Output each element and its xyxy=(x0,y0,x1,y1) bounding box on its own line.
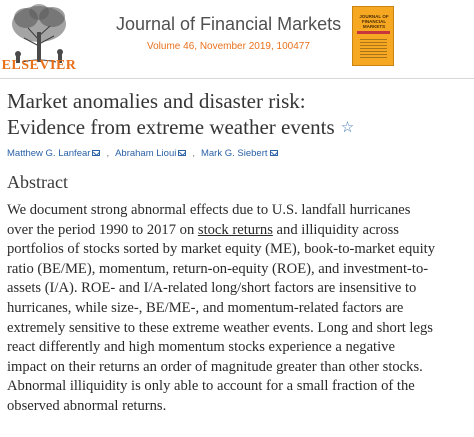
abstract-text-run: over the period 1990 to 2017 on xyxy=(7,221,198,238)
cover-title: JOURNAL OF FINANCIAL MARKETS xyxy=(359,14,389,29)
abstract-line xyxy=(7,319,467,339)
journal-volume-link[interactable]: Volume 46, November 2019, 100477 xyxy=(147,41,310,52)
author-separator: , xyxy=(192,148,195,159)
abstract-text-run: and illiquidity across xyxy=(272,221,399,238)
abstract-line xyxy=(7,377,467,397)
title-line: Market anomalies and disaster risk: xyxy=(7,89,306,113)
abstract-text-run: assets (I/A). ROE- and I/A-related long/short factors are insensitive to xyxy=(7,280,417,297)
title-line-text: Evidence from extreme weather events xyxy=(7,115,335,139)
author-name: Mark G. Siebert xyxy=(200,148,268,159)
abstract-text-run: observed abnormal returns. xyxy=(7,397,167,414)
abstract-text xyxy=(7,201,467,417)
journal-title-link[interactable]: Journal of Financial Markets xyxy=(116,14,342,34)
abstract-text-run: portfolios of stocks sorted by market equity (ME), book-to-market equity xyxy=(7,241,435,258)
header-divider xyxy=(0,78,474,79)
abstract-text-run: hurricanes, while size-, BE/ME-, and momentum-related factors are xyxy=(7,299,404,316)
abstract-text-run: We document strong abnormal effects due to U.S. landfall hurricanes xyxy=(7,202,411,218)
abstract-heading: Abstract xyxy=(7,172,68,192)
journal-cover-thumbnail[interactable] xyxy=(352,6,394,66)
abstract-line xyxy=(7,338,467,358)
stock-returns-link[interactable]: stock returns xyxy=(197,221,273,238)
author-link[interactable] xyxy=(115,148,186,159)
author-separator: , xyxy=(106,148,110,159)
article-title xyxy=(7,88,354,143)
abstract-line xyxy=(7,221,467,241)
abstract-line xyxy=(7,279,467,299)
envelope-icon[interactable] xyxy=(178,150,186,156)
abstract-line xyxy=(7,299,467,319)
abstract-text-run: Abnormal illiquidity is only able to account for a small fraction of the xyxy=(7,378,415,395)
envelope-icon[interactable] xyxy=(270,150,278,156)
cover-band xyxy=(357,31,390,34)
title-line xyxy=(7,114,354,143)
author-link[interactable] xyxy=(201,148,278,159)
star-icon[interactable]: ☆ xyxy=(340,120,355,136)
abstract-text-run: ratio (BE/ME), momentum, return-on-equity (ROE), and investment-to- xyxy=(7,260,429,277)
envelope-icon[interactable] xyxy=(92,150,100,156)
publisher-name: ELSEVIER xyxy=(1,58,77,73)
abstract-text-run: impact on their returns an order of magnitude greater than other stocks. xyxy=(7,358,423,375)
abstract-text-run: extremely sensitive to these extreme weather events. Long and short legs xyxy=(7,319,433,336)
cover-text-lines xyxy=(360,39,387,59)
abstract-line xyxy=(7,397,467,417)
abstract-line xyxy=(7,260,467,280)
author-name: Abraham Lioui xyxy=(115,148,177,159)
abstract-line xyxy=(7,201,467,221)
abstract-text-run: react differently and high momentum stocks experience a negative xyxy=(7,339,395,356)
author-link[interactable] xyxy=(7,148,100,159)
abstract-line xyxy=(7,358,467,378)
abstract-line xyxy=(7,240,467,260)
author-list xyxy=(7,148,284,159)
author-name: Matthew G. Lanfear xyxy=(7,148,91,159)
